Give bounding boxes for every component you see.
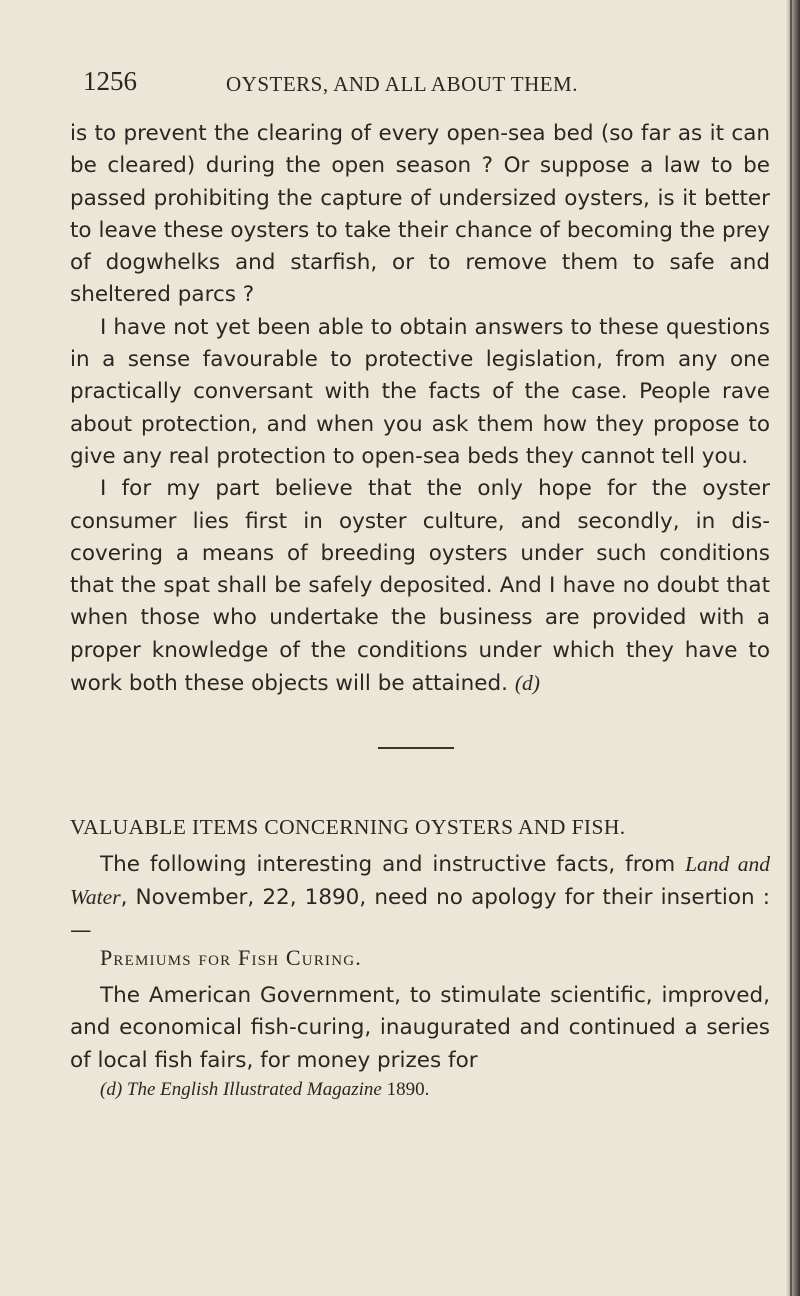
intro-text-before: The following interesting and instructive facts, from bbox=[100, 852, 686, 877]
intro-source-title: Land and Water bbox=[70, 852, 770, 910]
page-edge-shadow bbox=[786, 0, 800, 1296]
intro-text-after: , November, 22, 1890, need no apology for their insertion :— bbox=[70, 885, 770, 943]
subsection-paragraph: The American Government, to stimulate scientific, improved, and economical fish-curing, inaugurated and continued a series of local fish fairs, for money prizes for bbox=[70, 983, 770, 1073]
page-number: 1256 bbox=[83, 66, 137, 96]
subsection-heading: Premiums for Fish Curing. bbox=[100, 945, 363, 970]
subsection-body bbox=[70, 980, 770, 1077]
paragraph-1: is to prevent the clearing of every open-sea bed (so far as it can be cleared) during the open season ? Or suppose a law to be passed prohibiting the capture of undersized oysters, is it better to leave these oysters to take their chance of becoming the prey of dogwhelks and starfish, or to remove them to safe and sheltered parcs ? bbox=[70, 121, 770, 308]
footnote-source: The English Illustrated Magazine bbox=[126, 1079, 382, 1100]
footnote-year: 1890. bbox=[386, 1079, 430, 1100]
page-header bbox=[83, 66, 763, 106]
footnote bbox=[100, 1079, 750, 1101]
section-intro bbox=[70, 848, 770, 947]
paragraph-3 bbox=[70, 473, 770, 700]
page-edge-line bbox=[790, 0, 792, 1296]
body-text bbox=[70, 118, 770, 700]
section-divider bbox=[378, 747, 454, 749]
running-title: OYSTERS, AND ALL ABOUT THEM. bbox=[226, 72, 578, 96]
section-intro-paragraph bbox=[70, 848, 770, 947]
footnote-reference: (d) bbox=[514, 671, 540, 696]
footnote-marker: (d) bbox=[100, 1079, 123, 1100]
paragraph-2: I have not yet been able to obtain answers to these questions in a sense favourable to protective legislation, from any one practically conversant with the facts of the case. People rave about protection, and when you ask them how they propose to give any real protection to open-sea beds they cannot tell you. bbox=[70, 314, 770, 469]
paragraph-3-text: I for my part believe that the only hope for the oyster consumer lies first in oyster culture, and secondly, in dis- covering a means of breeding oysters under such conditions that the spat shall be safely deposited. And I have no doubt that when those who undertake the business are provided with a proper knowledge of the conditions under which they have to work both these objects will be attained. bbox=[70, 476, 770, 697]
section-heading: VALUABLE ITEMS CONCERNING OYSTERS AND FISH. bbox=[70, 815, 626, 839]
